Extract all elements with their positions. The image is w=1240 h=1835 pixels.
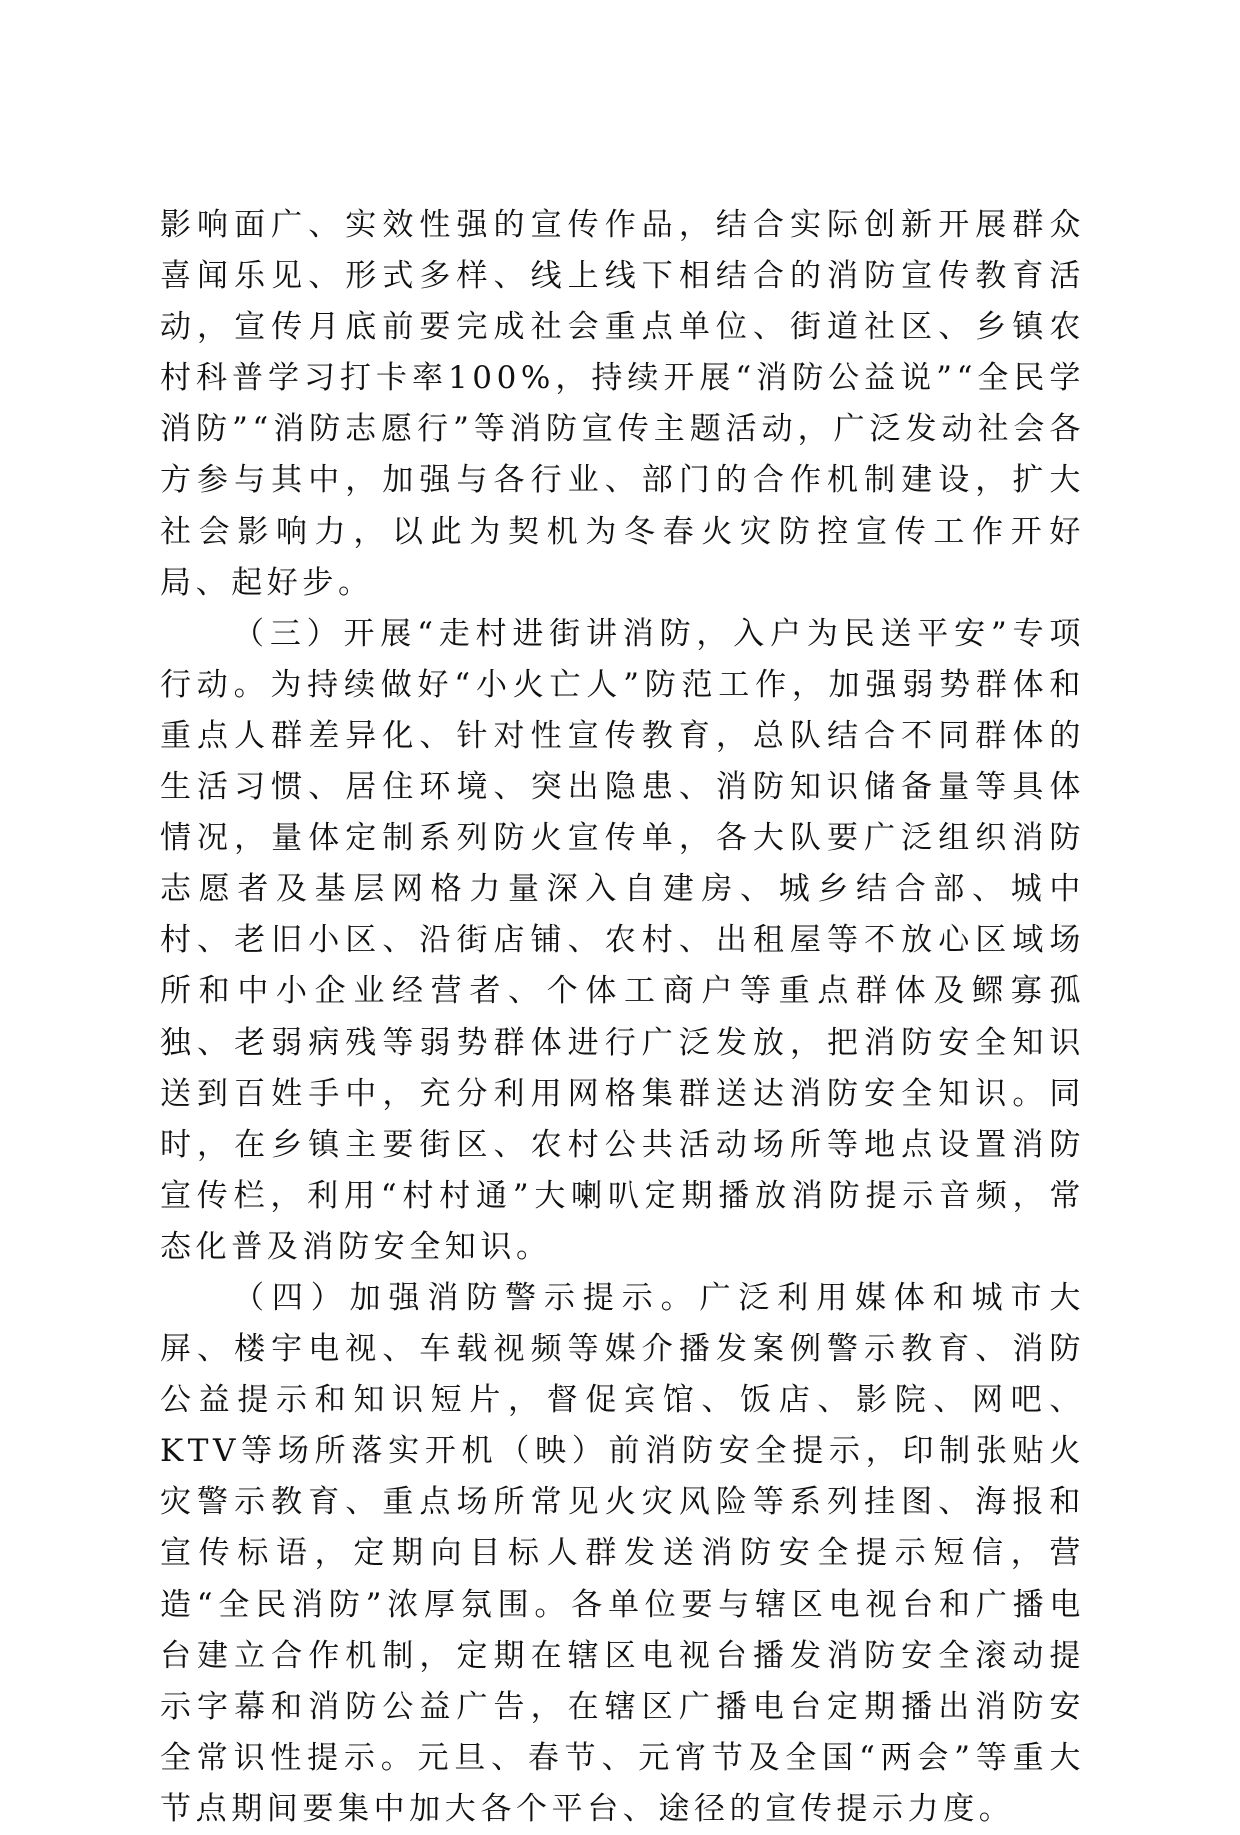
document-body bbox=[160, 200, 1085, 1835]
paragraph-section-4: （四）加强消防警示提示。广泛利用媒体和城市大屏、楼宇电视、车载视频等媒介播发案例警示教育、消防公益提示和知识短片，督促宾馆、饭店、影院、网吧、KTV等场所落实开机（映）前消防安全提示，印制张贴火灾警示教育、重点场所常见火灾风险等系列挂图、海报和宣传标语，定期向目标人群发送消防安全提示短信，营造“全民消防”浓厚氛围。各单位要与辖区电视台和广播电台建立合作机制，定期在辖区电视台播发消防安全滚动提示字幕和消防公益广告，在辖区广播电台定期播出消防安全常识性提示。元旦、春节、元宵节及全国“两会”等重大节点期间要集中加大各个平台、途径的宣传提示力度。 bbox=[160, 1279, 1085, 1827]
paragraph-section-3: （三）开展“走村进街讲消防，入户为民送平安”专项行动。为持续做好“小火亡人”防范工作，加强弱势群体和重点人群差异化、针对性宣传教育，总队结合不同群体的生活习惯、居住环境、突出隐患、消防知识储备量等具体情况，量体定制系列防火宣传单，各大队要广泛组织消防志愿者及基层网格力量深入自建房、城乡结合部、城中村、老旧小区、沿街店铺、农村、出租屋等不放心区域场所和中小企业经营者、个体工商户等重点群体及鳏寡孤独、老弱病残等弱势群体进行广泛发放，把消防安全知识送到百姓手中，充分利用网格集群送达消防安全知识。同时，在乡镇主要街区、农村公共活动场所等地点设置消防宣传栏，利用“村村通”大喇叭定期播放消防提示音频，常态化普及消防安全知识。 bbox=[160, 615, 1085, 1265]
paragraph-continued: 影响面广、实效性强的宣传作品，结合实际创新开展群众喜闻乐见、形式多样、线上线下相结合的消防宣传教育活动，宣传月底前要完成社会重点单位、街道社区、乡镇农村科普学习打卡率100%，持续开展“消防公益说”“全民学消防”“消防志愿行”等消防宣传主题活动，广泛发动社会各方参与其中，加强与各行业、部门的合作机制建设，扩大社会影响力，以此为契机为冬春火灾防控宣传工作开好局、起好步。 bbox=[160, 207, 1085, 601]
